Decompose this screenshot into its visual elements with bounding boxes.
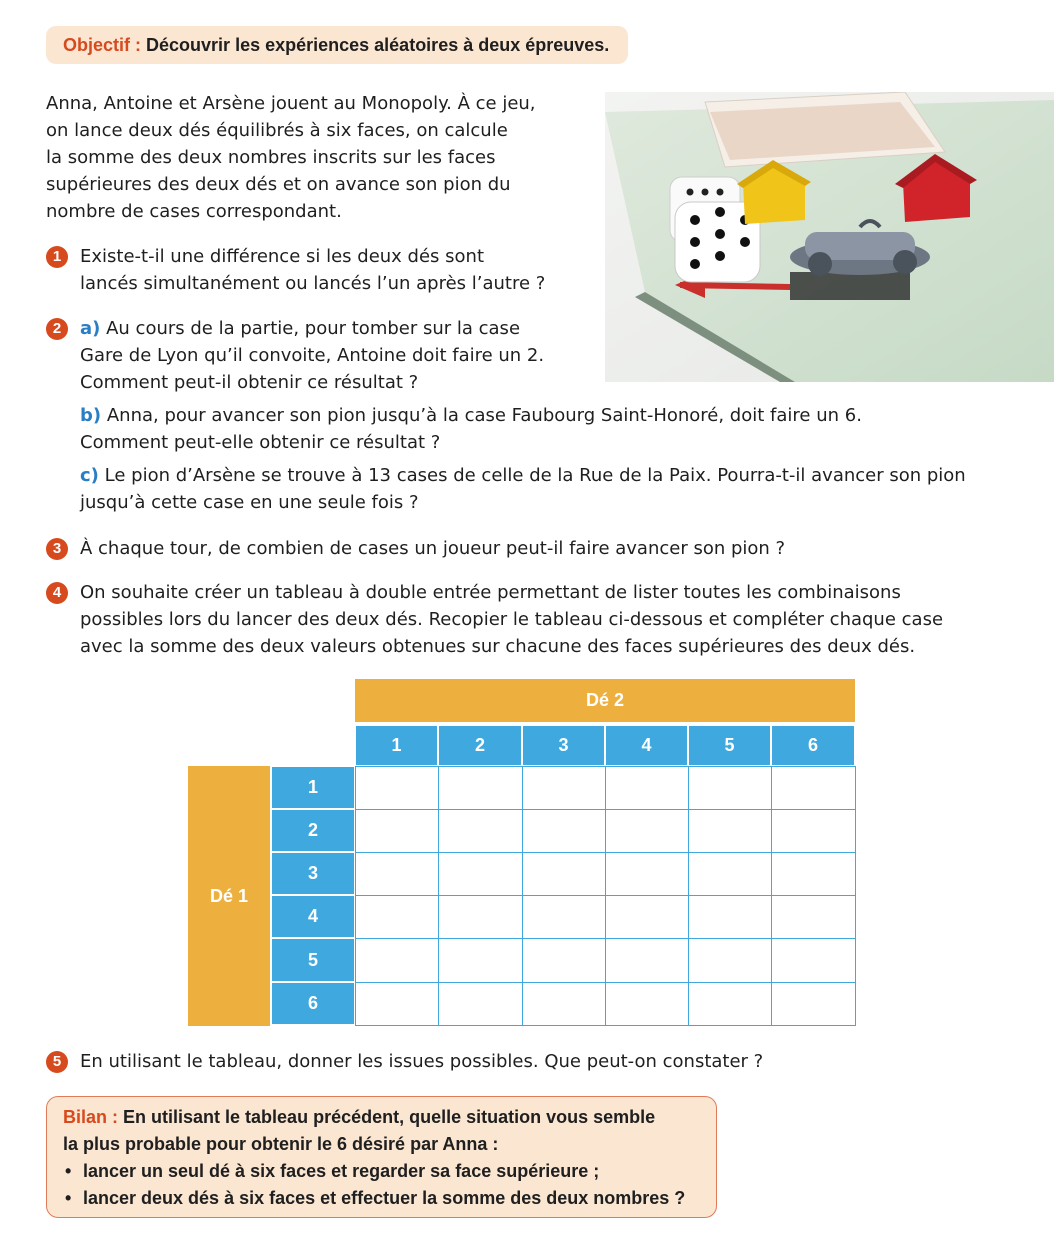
question-5: [46, 1048, 1026, 1075]
question-line: On souhaite créer un tableau à double entrée permettant de lister toutes les combinaisons: [80, 582, 901, 603]
question-line: En utilisant le tableau, donner les issues possibles. Que peut-on constater ?: [80, 1051, 764, 1072]
intro-line: supérieures des deux dés et on avance son pion du: [46, 174, 511, 195]
intro-line: Anna, Antoine et Arsène jouent au Monopoly. À ce jeu,: [46, 93, 536, 114]
bilan-bullet: • lancer un seul dé à six faces et regarder sa face supérieure ;: [63, 1158, 716, 1185]
sum-cell: [605, 982, 689, 1026]
objective-text: Découvrir les expériences aléatoires à deux épreuves.: [146, 35, 610, 55]
objective-label: Objectif :: [63, 35, 142, 55]
sum-cell: [522, 766, 606, 810]
question-number-badge: 3: [46, 538, 68, 560]
sum-cell: [605, 895, 689, 939]
question-line: À chaque tour, de combien de cases un joueur peut-il faire avancer son pion ?: [80, 538, 786, 559]
sum-cell: [522, 895, 606, 939]
question-line: lancés simultanément ou lancés l’un après l’autre ?: [80, 273, 546, 294]
part-label-c: c): [80, 465, 99, 486]
question-line: Le pion d’Arsène se trouve à 13 cases de celle de la Rue de la Paix. Pourra-t-il avancer son pion: [104, 465, 966, 486]
intro-line: nombre de cases correspondant.: [46, 201, 342, 222]
question-line: Existe-t-il une différence si les deux dés sont: [80, 246, 485, 267]
row-header: 5: [272, 939, 354, 981]
sum-cell: [605, 852, 689, 896]
sum-cell: [438, 766, 523, 810]
column-header: 1: [356, 726, 437, 765]
question-line: avec la somme des deux valeurs obtenues sur chacune des faces supérieures des deux dés.: [80, 636, 916, 657]
sum-cell: [438, 852, 523, 896]
sum-cell: [688, 852, 772, 896]
bilan-label: Bilan :: [63, 1107, 119, 1127]
question-1: [46, 243, 1026, 297]
part-label-b: b): [80, 405, 102, 426]
column-header: 2: [439, 726, 521, 765]
sum-cell: [688, 766, 772, 810]
bilan-list: [63, 1158, 716, 1212]
sum-cell: [355, 938, 439, 983]
question-2: [46, 315, 1026, 396]
sum-cell: [771, 766, 856, 810]
question-line: Anna, pour avancer son pion jusqu’à la case Faubourg Saint-Honoré, doit faire un 6.: [106, 405, 862, 426]
question-2b: [80, 402, 1020, 456]
question-number-badge: 1: [46, 246, 68, 268]
bilan-box: [46, 1096, 717, 1218]
column-header: 3: [523, 726, 604, 765]
objective-banner: [46, 26, 628, 64]
intro-line: la somme des deux nombres inscrits sur les faces: [46, 147, 496, 168]
part-label-a: a): [80, 318, 101, 339]
sum-cell: [771, 938, 856, 983]
bilan-line: la plus probable pour obtenir le 6 désiré par Anna :: [63, 1134, 499, 1154]
sum-cell: [522, 852, 606, 896]
intro-line: on lance deux dés équilibrés à six faces, on calcule: [46, 120, 508, 141]
sum-cell: [355, 809, 439, 853]
question-line: jusqu’à cette case en une seule fois ?: [80, 492, 419, 513]
sum-cell: [771, 895, 856, 939]
row-header: 2: [272, 810, 354, 851]
sum-cell: [688, 982, 772, 1026]
column-header: 6: [772, 726, 854, 765]
question-3: [46, 535, 1026, 562]
sum-cell: [355, 982, 439, 1026]
question-line: Comment peut-elle obtenir ce résultat ?: [80, 432, 441, 453]
question-line: [80, 315, 1026, 342]
sum-cell: [688, 895, 772, 939]
question-line: possibles lors du lancer des deux dés. Recopier le tableau ci-dessous et compléter chaque case: [80, 609, 944, 630]
bilan-text: En utilisant le tableau précédent, quelle situation vous semble: [123, 1107, 656, 1127]
question-4: [46, 579, 1026, 660]
sum-cell: [438, 809, 523, 853]
bilan-bullet: • lancer deux dés à six faces et effectuer la somme des deux nombres ?: [63, 1185, 716, 1212]
sum-cell: [688, 938, 772, 983]
sum-cell: [355, 852, 439, 896]
sum-cell: [771, 982, 856, 1026]
sum-cell: [771, 809, 856, 853]
column-header: 5: [689, 726, 770, 765]
bilan-line: [63, 1104, 716, 1131]
row-header: 3: [272, 853, 354, 894]
question-number-badge: 2: [46, 318, 68, 340]
question-line: Gare de Lyon qu’il convoite, Antoine doit faire un 2.: [80, 345, 545, 366]
sum-cell: [522, 809, 606, 853]
col-group-header: Dé 2: [355, 679, 855, 722]
row-header: 6: [272, 983, 354, 1024]
sum-cell: [688, 809, 772, 853]
sum-cell: [522, 938, 606, 983]
column-header: 4: [606, 726, 687, 765]
row-header: 1: [272, 767, 354, 808]
sum-cell: [605, 938, 689, 983]
sum-cell: [522, 982, 606, 1026]
question-line: Au cours de la partie, pour tomber sur la case: [106, 318, 521, 339]
sum-cell: [605, 766, 689, 810]
sum-cell: [355, 895, 439, 939]
sum-cell: [438, 895, 523, 939]
sum-cell: [438, 982, 523, 1026]
question-number-badge: 4: [46, 582, 68, 604]
intro-paragraph: [46, 90, 586, 225]
sum-cell: [771, 852, 856, 896]
row-header: 4: [272, 896, 354, 937]
sum-cell: [355, 766, 439, 810]
sum-cell: [605, 809, 689, 853]
row-group-header: Dé 1: [188, 766, 270, 1026]
question-line: Comment peut-il obtenir ce résultat ?: [80, 372, 419, 393]
question-2c: [80, 462, 1020, 516]
question-number-badge: 5: [46, 1051, 68, 1073]
sum-cell: [438, 938, 523, 983]
